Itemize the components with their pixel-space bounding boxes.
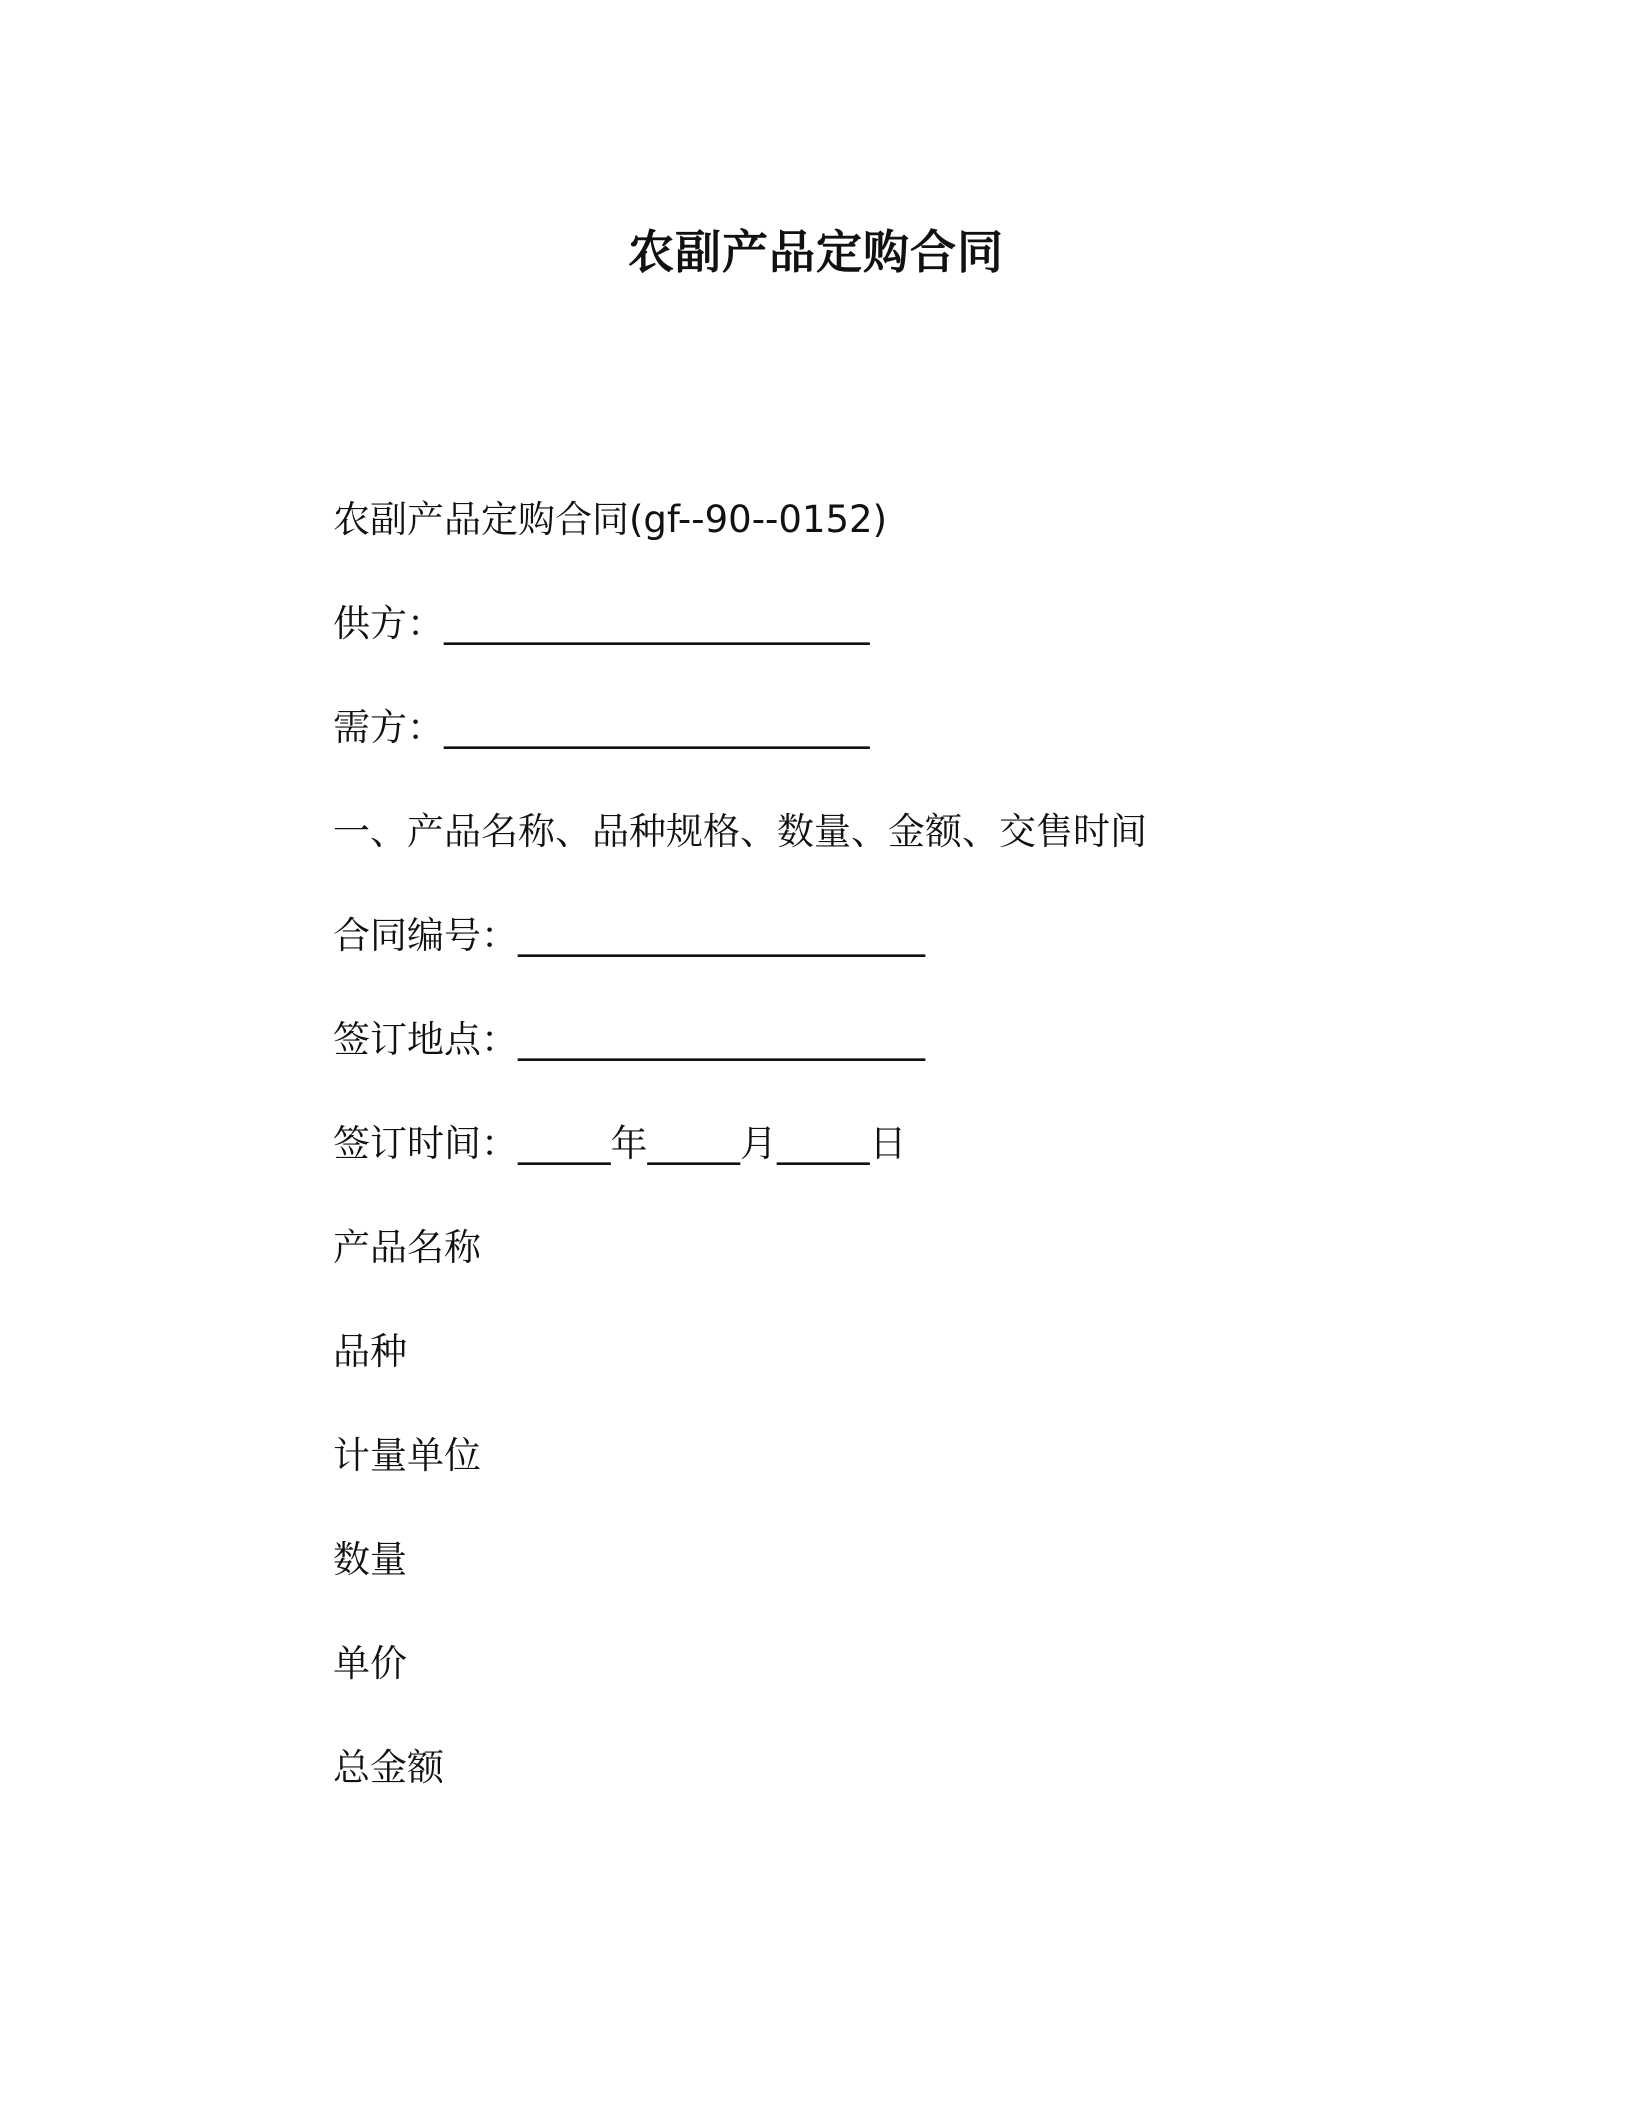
field-variety: 品种 [333,1330,407,1373]
buyer-line: 需方：_______________________ [333,706,870,749]
document-body [333,490,1433,1842]
field-quantity: 数量 [333,1538,407,1581]
supplier-line: 供方：_______________________ [333,602,870,645]
section-heading-1: 一、产品名称、品种规格、数量、金额、交售时间 [333,810,1147,853]
signing-place-line: 签订地点：______________________ [333,1018,925,1061]
document-title: 农副产品定购合同 [628,225,1004,279]
signing-date-line: 签订时间：_____年_____月_____日 [333,1122,907,1165]
field-unit: 计量单位 [333,1434,481,1477]
contract-number-line: 合同编号：______________________ [333,914,925,957]
field-product-name: 产品名称 [333,1226,481,1269]
contract-code-line: 农副产品定购合同(gf--90--0152) [333,498,888,541]
field-total-amount: 总金额 [333,1746,444,1789]
field-unit-price: 单价 [333,1642,407,1685]
